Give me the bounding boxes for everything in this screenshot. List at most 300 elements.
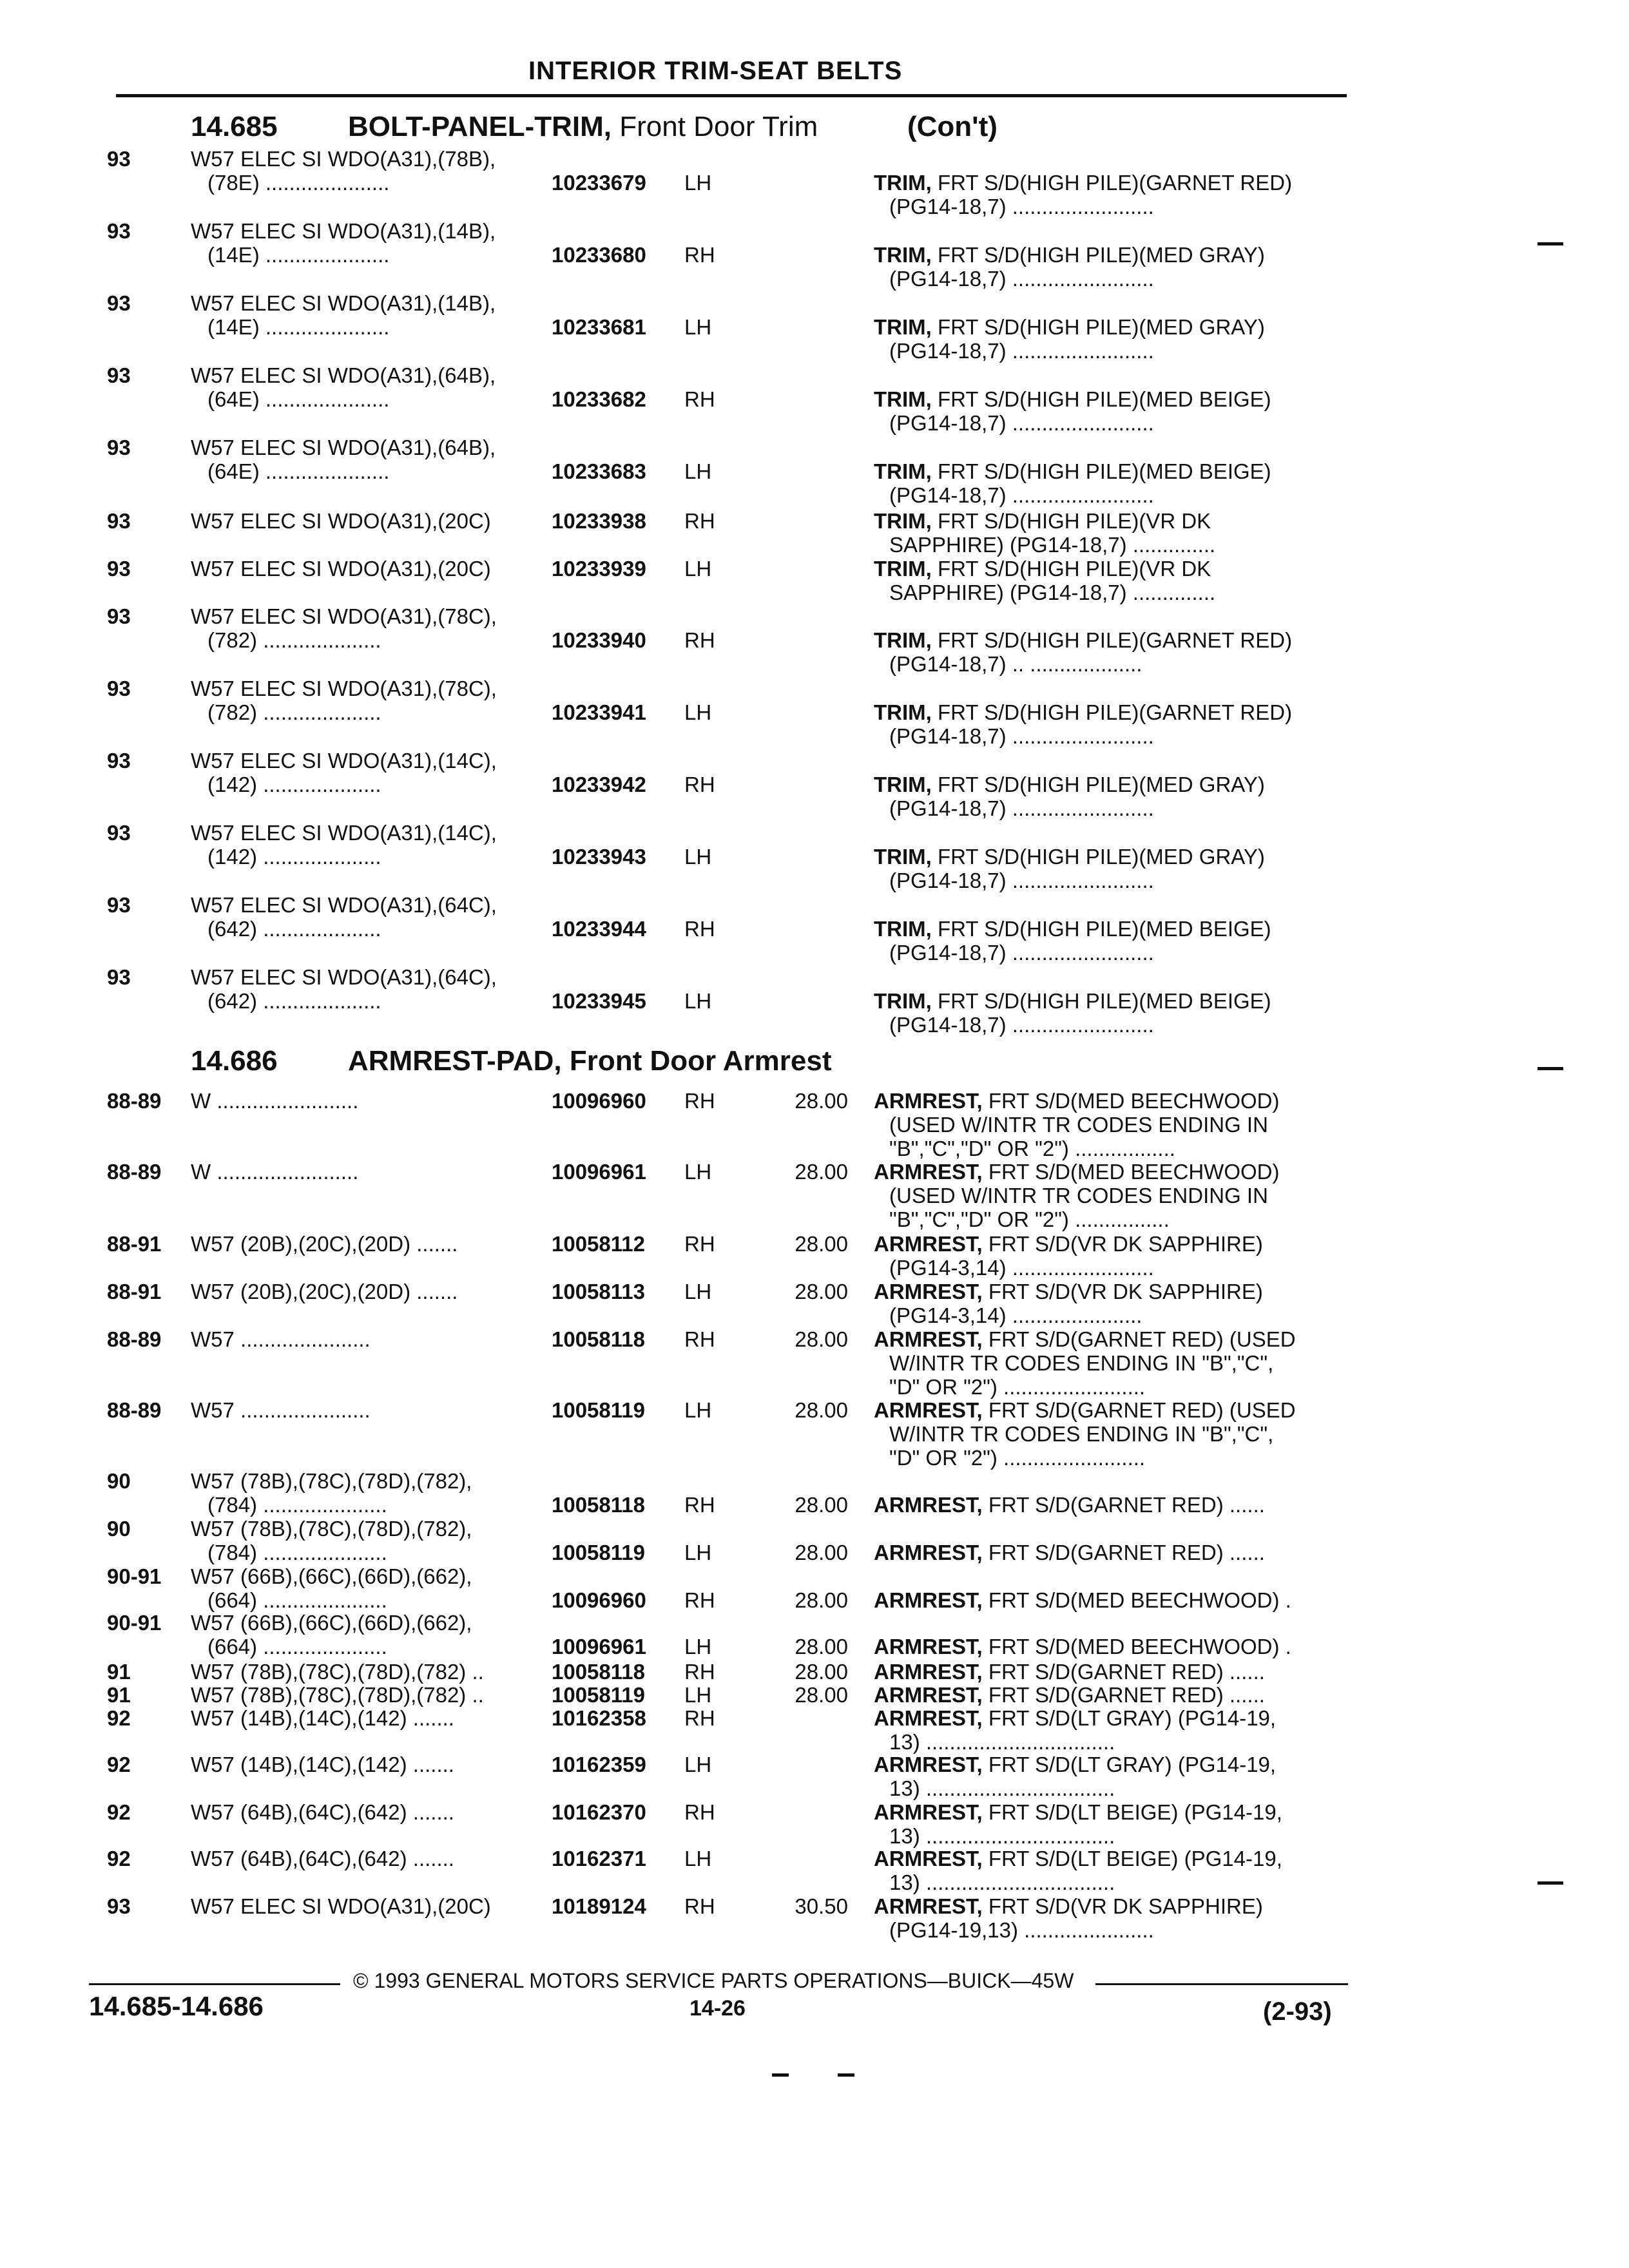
- model-years: 93: [107, 436, 131, 459]
- application-line: W57 ELEC SI WDO(A31),(78B),: [191, 147, 496, 171]
- application-description: [191, 749, 544, 796]
- part-description: [874, 243, 1351, 291]
- part-description-line: [874, 557, 1351, 581]
- part-name: ARMREST,: [874, 1706, 983, 1730]
- part-description: [874, 1894, 1351, 1942]
- part-detail: FRT S/D(HIGH PILE)(MED BEIGE): [931, 917, 1271, 941]
- part-detail: FRT S/D(LT BEIGE) (PG14-19,: [982, 1800, 1282, 1824]
- part-description: [874, 1706, 1351, 1754]
- application-line: W57 ELEC SI WDO(A31),(20C): [191, 1894, 491, 1918]
- part-name: TRIM,: [874, 459, 932, 483]
- part-description-line: [874, 1588, 1351, 1612]
- application-line: W57 ......................: [191, 1327, 371, 1351]
- part-name: ARMREST,: [874, 1160, 983, 1184]
- part-number: 10096960: [552, 1588, 646, 1612]
- application-description: [191, 1800, 544, 1824]
- part-description-line: [874, 845, 1351, 869]
- section-part-desc: Front Door Armrest: [569, 1045, 832, 1077]
- part-description-line: (PG14-18,7) ........................: [889, 1013, 1154, 1037]
- part-number: 10058118: [552, 1493, 646, 1517]
- part-description-line: [874, 1847, 1351, 1870]
- part-description-line: 13) ................................: [889, 1730, 1115, 1754]
- part-detail: FRT S/D(GARNET RED) ......: [982, 1683, 1265, 1707]
- side-indicator: RH: [684, 1493, 715, 1517]
- application-line: (78E) .....................: [207, 171, 390, 195]
- part-name: ARMREST,: [874, 1588, 983, 1612]
- application-description: [191, 291, 544, 339]
- application-description: [191, 821, 544, 869]
- part-name: ARMREST,: [874, 1660, 983, 1684]
- side-indicator: LH: [684, 1280, 712, 1303]
- application-description: [191, 219, 544, 267]
- part-number: 10233939: [552, 557, 646, 581]
- side-indicator: RH: [684, 1706, 715, 1730]
- application-description: [191, 1160, 544, 1184]
- part-number: 10162358: [552, 1706, 646, 1730]
- side-indicator: LH: [684, 1398, 712, 1422]
- list-price: 28.00: [795, 1160, 848, 1184]
- side-indicator: RH: [684, 1894, 715, 1918]
- side-indicator: RH: [684, 1232, 715, 1256]
- part-description-line: [874, 1493, 1351, 1517]
- section-number: 14.686: [191, 1045, 278, 1077]
- side-indicator: RH: [684, 1089, 715, 1113]
- part-description-line: [874, 171, 1351, 195]
- part-description-line: [874, 628, 1351, 652]
- application-line: W57 ELEC SI WDO(A31),(14B),: [191, 291, 496, 315]
- application-line: (782) ....................: [207, 700, 381, 724]
- part-detail: FRT S/D(LT BEIGE) (PG14-19,: [982, 1847, 1282, 1870]
- model-years: 88-89: [107, 1089, 162, 1113]
- application-line: W ........................: [191, 1160, 359, 1184]
- application-line: W57 (78B),(78C),(78D),(782) ..: [191, 1683, 484, 1707]
- application-line: (784) .....................: [207, 1541, 387, 1564]
- part-description-line: (USED W/INTR TR CODES ENDING IN: [889, 1184, 1268, 1207]
- application-line: (642) ....................: [207, 989, 381, 1013]
- application-line: W57 (66B),(66C),(66D),(662),: [191, 1611, 472, 1635]
- application-description: [191, 1327, 544, 1351]
- application-line: W57 ELEC SI WDO(A31),(78C),: [191, 677, 497, 700]
- part-name: ARMREST,: [874, 1635, 983, 1658]
- part-detail: FRT S/D(HIGH PILE)(MED GRAY): [931, 845, 1265, 869]
- part-description-line: [874, 1683, 1351, 1707]
- part-description: [874, 700, 1351, 748]
- model-years: 93: [107, 965, 131, 989]
- part-description: [874, 509, 1351, 557]
- part-number: 10189124: [552, 1894, 646, 1918]
- application-description: [191, 1753, 544, 1776]
- application-description: [191, 677, 544, 724]
- scan-mark: [1537, 1881, 1563, 1885]
- side-indicator: RH: [684, 773, 715, 796]
- application-description: [191, 1398, 544, 1422]
- part-description-line: [874, 1280, 1351, 1303]
- application-line: (664) .....................: [207, 1588, 387, 1612]
- application-line: W57 (78B),(78C),(78D),(782),: [191, 1469, 472, 1493]
- side-indicator: RH: [684, 628, 715, 652]
- application-line: (782) ....................: [207, 628, 381, 652]
- part-description-line: [874, 459, 1351, 483]
- application-line: (642) ....................: [207, 917, 381, 941]
- list-price: 28.00: [795, 1280, 848, 1303]
- part-description-line: (PG14-18,7) ........................: [889, 941, 1154, 965]
- model-years: 93: [107, 291, 131, 315]
- part-description-line: 13) ................................: [889, 1870, 1115, 1894]
- part-description-line: (PG14-18,7) ........................: [889, 195, 1154, 218]
- part-description-line: [874, 387, 1351, 411]
- part-description: [874, 1588, 1351, 1612]
- part-number: 10233941: [552, 700, 646, 724]
- part-description-line: [874, 1800, 1351, 1824]
- part-description-line: (PG14-3,14) ......................: [889, 1303, 1142, 1327]
- part-description-line: SAPPHIRE) (PG14-18,7) ..............: [889, 533, 1216, 557]
- continued-label: (Con't): [907, 111, 998, 142]
- model-years: 92: [107, 1706, 131, 1730]
- side-indicator: RH: [684, 1660, 715, 1684]
- side-indicator: LH: [684, 989, 712, 1013]
- application-line: W57 (78B),(78C),(78D),(782),: [191, 1517, 472, 1541]
- part-description-line: 13) ................................: [889, 1776, 1115, 1800]
- footer-rule-right: [1095, 1983, 1348, 1985]
- application-line: W ........................: [191, 1089, 359, 1113]
- part-detail: FRT S/D(HIGH PILE)(MED BEIGE): [931, 387, 1271, 411]
- application-line: (14E) .....................: [207, 315, 390, 339]
- part-description-line: 13) ................................: [889, 1824, 1115, 1848]
- part-detail: FRT S/D(GARNET RED) (USED: [982, 1327, 1296, 1351]
- application-line: (14E) .....................: [207, 243, 390, 267]
- part-description-line: [874, 509, 1351, 533]
- scan-mark: [838, 2073, 854, 2077]
- list-price: 28.00: [795, 1089, 848, 1113]
- part-description-line: [874, 1706, 1351, 1730]
- part-description-line: [874, 1089, 1351, 1113]
- application-description: [191, 1706, 544, 1730]
- model-years: 93: [107, 604, 131, 628]
- model-years: 90: [107, 1469, 131, 1493]
- model-years: 93: [107, 219, 131, 243]
- part-detail: FRT S/D(HIGH PILE)(GARNET RED): [931, 628, 1293, 652]
- part-description-line: [874, 315, 1351, 339]
- part-detail: FRT S/D(LT GRAY) (PG14-19,: [982, 1706, 1277, 1730]
- side-indicator: LH: [684, 1541, 712, 1564]
- application-line: W57 (14B),(14C),(142) .......: [191, 1753, 454, 1776]
- part-description: [874, 773, 1351, 820]
- application-line: W57 ELEC SI WDO(A31),(14B),: [191, 219, 496, 243]
- part-number: 10058113: [552, 1280, 646, 1303]
- part-description: [874, 1800, 1351, 1848]
- part-number: 10233679: [552, 171, 646, 195]
- part-detail: FRT S/D(HIGH PILE)(GARNET RED): [931, 700, 1293, 724]
- application-description: [191, 436, 544, 483]
- side-indicator: RH: [684, 509, 715, 533]
- part-description: [874, 387, 1351, 435]
- application-description: [191, 1517, 544, 1564]
- section-part-name: ARMREST-PAD,: [348, 1045, 562, 1077]
- part-description: [874, 1660, 1351, 1684]
- list-price: 28.00: [795, 1635, 848, 1658]
- copyright-notice: © 1993 GENERAL MOTORS SERVICE PARTS OPERATIONS—BUICK—45W: [353, 1969, 1074, 1992]
- model-years: 93: [107, 557, 131, 581]
- application-description: [191, 1280, 544, 1303]
- part-number: 10058118: [552, 1327, 646, 1351]
- part-description: [874, 1160, 1351, 1231]
- part-number: 10058112: [552, 1232, 646, 1256]
- part-number: 10233682: [552, 387, 646, 411]
- part-detail: FRT S/D(HIGH PILE)(MED GRAY): [931, 243, 1265, 267]
- model-years: 92: [107, 1753, 131, 1776]
- part-detail: FRT S/D(MED BEECHWOOD) .: [982, 1635, 1291, 1658]
- application-line: W57 ELEC SI WDO(A31),(14C),: [191, 821, 497, 845]
- part-description: [874, 1089, 1351, 1160]
- model-years: 91: [107, 1683, 131, 1707]
- list-price: 28.00: [795, 1327, 848, 1351]
- part-description: [874, 557, 1351, 604]
- list-price: 28.00: [795, 1683, 848, 1707]
- part-name: ARMREST,: [874, 1493, 983, 1517]
- application-line: (142) ....................: [207, 845, 381, 869]
- application-line: W57 ELEC SI WDO(A31),(78C),: [191, 604, 497, 628]
- part-detail: FRT S/D(GARNET RED) ......: [982, 1660, 1265, 1684]
- application-line: W57 (64B),(64C),(642) .......: [191, 1800, 454, 1824]
- scan-mark: [772, 2073, 789, 2077]
- side-indicator: RH: [684, 1588, 715, 1612]
- model-years: 93: [107, 821, 131, 845]
- part-detail: FRT S/D(HIGH PILE)(VR DK: [931, 557, 1211, 581]
- part-number: 10162359: [552, 1753, 646, 1776]
- part-detail: FRT S/D(LT GRAY) (PG14-19,: [982, 1753, 1277, 1776]
- part-description: [874, 1541, 1351, 1564]
- side-indicator: LH: [684, 1847, 712, 1870]
- part-number: 10058119: [552, 1683, 646, 1707]
- part-detail: FRT S/D(GARNET RED) (USED: [982, 1398, 1296, 1422]
- application-description: [191, 147, 544, 195]
- part-description: [874, 1280, 1351, 1327]
- part-name: TRIM,: [874, 845, 932, 869]
- part-description-line: (PG14-18,7) ........................: [889, 796, 1154, 820]
- application-description: [191, 1894, 544, 1918]
- application-description: [191, 1660, 544, 1684]
- part-description: [874, 1327, 1351, 1399]
- list-price: 28.00: [795, 1541, 848, 1564]
- part-description: [874, 1398, 1351, 1470]
- model-years: 88-91: [107, 1232, 162, 1256]
- part-name: TRIM,: [874, 917, 932, 941]
- part-detail: FRT S/D(GARNET RED) ......: [982, 1493, 1265, 1517]
- list-price: 28.00: [795, 1588, 848, 1612]
- model-years: 93: [107, 893, 131, 917]
- part-name: TRIM,: [874, 315, 932, 339]
- application-description: [191, 893, 544, 941]
- part-description-line: [874, 1327, 1351, 1351]
- model-years: 88-89: [107, 1327, 162, 1351]
- part-detail: FRT S/D(HIGH PILE)(GARNET RED): [931, 171, 1293, 195]
- part-description-line: [874, 1232, 1351, 1256]
- part-name: ARMREST,: [874, 1541, 983, 1564]
- part-description-line: [874, 1635, 1351, 1658]
- side-indicator: LH: [684, 459, 712, 483]
- model-years: 88-91: [107, 1280, 162, 1303]
- model-years: 93: [107, 509, 131, 533]
- list-price: 28.00: [795, 1660, 848, 1684]
- part-description-line: (PG14-18,7) .. ...................: [889, 652, 1142, 676]
- section-part-name: BOLT-PANEL-TRIM,: [348, 111, 612, 142]
- part-description: [874, 171, 1351, 218]
- part-description-line: [874, 243, 1351, 267]
- part-description-line: (PG14-18,7) ........................: [889, 411, 1154, 435]
- side-indicator: RH: [684, 917, 715, 941]
- application-description: [191, 1683, 544, 1707]
- part-description-line: [874, 700, 1351, 724]
- application-line: (784) .....................: [207, 1493, 387, 1517]
- application-line: W57 ELEC SI WDO(A31),(64B),: [191, 436, 496, 459]
- section-number: 14.685: [191, 111, 278, 142]
- section-part-desc: Front Door Trim: [619, 111, 818, 142]
- part-number: 10096961: [552, 1160, 646, 1184]
- model-years: 93: [107, 363, 131, 387]
- section-range: 14.685-14.686: [89, 1991, 264, 2021]
- side-indicator: LH: [684, 1683, 712, 1707]
- part-number: 10233938: [552, 509, 646, 533]
- part-number: 10096960: [552, 1089, 646, 1113]
- part-detail: FRT S/D(HIGH PILE)(MED BEIGE): [931, 989, 1271, 1013]
- application-line: W57 ......................: [191, 1398, 371, 1422]
- part-number: 10233942: [552, 773, 646, 796]
- model-years: 91: [107, 1660, 131, 1684]
- model-years: 90-91: [107, 1564, 162, 1588]
- part-description-line: W/INTR TR CODES ENDING IN "B","C",: [889, 1422, 1274, 1446]
- part-name: TRIM,: [874, 700, 932, 724]
- model-years: 88-89: [107, 1398, 162, 1422]
- part-number: 10233940: [552, 628, 646, 652]
- part-detail: FRT S/D(HIGH PILE)(MED BEIGE): [931, 459, 1271, 483]
- part-description-line: [874, 1398, 1351, 1422]
- scan-mark: [1537, 1067, 1563, 1070]
- part-description: [874, 1847, 1351, 1894]
- list-price: 28.00: [795, 1232, 848, 1256]
- application-line: W57 (14B),(14C),(142) .......: [191, 1706, 454, 1730]
- application-line: W57 ELEC SI WDO(A31),(64C),: [191, 965, 497, 989]
- part-description: [874, 845, 1351, 892]
- part-detail: FRT S/D(GARNET RED) ......: [982, 1541, 1265, 1564]
- application-line: (664) .....................: [207, 1635, 387, 1658]
- part-detail: FRT S/D(VR DK SAPPHIRE): [982, 1894, 1263, 1918]
- application-line: W57 (64B),(64C),(642) .......: [191, 1847, 454, 1870]
- part-name: TRIM,: [874, 243, 932, 267]
- application-description: [191, 1232, 544, 1256]
- part-detail: FRT S/D(MED BEECHWOOD): [982, 1160, 1280, 1184]
- application-line: W57 (78B),(78C),(78D),(782) ..: [191, 1660, 484, 1684]
- part-description: [874, 1683, 1351, 1707]
- page-title: INTERIOR TRIM-SEAT BELTS: [528, 57, 903, 85]
- part-description: [874, 917, 1351, 965]
- part-description: [874, 1493, 1351, 1517]
- part-number: 10058118: [552, 1660, 646, 1684]
- application-description: [191, 557, 544, 581]
- part-description-line: (PG14-3,14) ........................: [889, 1256, 1154, 1280]
- model-years: 88-89: [107, 1160, 162, 1184]
- part-description-line: SAPPHIRE) (PG14-18,7) ..............: [889, 581, 1216, 604]
- application-description: [191, 363, 544, 411]
- application-line: (142) ....................: [207, 773, 381, 796]
- part-description-line: [874, 773, 1351, 796]
- part-description-line: (PG14-18,7) ........................: [889, 724, 1154, 748]
- application-description: [191, 1611, 544, 1658]
- part-detail: FRT S/D(VR DK SAPPHIRE): [982, 1232, 1263, 1256]
- application-description: [191, 1469, 544, 1517]
- part-number: 10058119: [552, 1398, 646, 1422]
- part-name: ARMREST,: [874, 1683, 983, 1707]
- part-description-line: (USED W/INTR TR CODES ENDING IN: [889, 1113, 1268, 1137]
- part-number: 10058119: [552, 1541, 646, 1564]
- side-indicator: RH: [684, 243, 715, 267]
- part-description-line: "B","C","D" OR "2") ................: [889, 1207, 1170, 1231]
- model-years: 93: [107, 1894, 131, 1918]
- part-description-line: (PG14-18,7) ........................: [889, 267, 1154, 291]
- list-price: 30.50: [795, 1894, 848, 1918]
- part-detail: FRT S/D(VR DK SAPPHIRE): [982, 1280, 1263, 1303]
- application-line: W57 (66B),(66C),(66D),(662),: [191, 1564, 472, 1588]
- model-years: 93: [107, 749, 131, 773]
- part-name: ARMREST,: [874, 1398, 983, 1422]
- application-line: W57 ELEC SI WDO(A31),(20C): [191, 509, 491, 533]
- application-line: W57 ELEC SI WDO(A31),(64B),: [191, 363, 496, 387]
- side-indicator: LH: [684, 845, 712, 869]
- part-description: [874, 628, 1351, 676]
- part-name: ARMREST,: [874, 1089, 983, 1113]
- application-description: [191, 965, 544, 1013]
- application-description: [191, 1564, 544, 1612]
- part-description: [874, 1232, 1351, 1280]
- part-detail: FRT S/D(HIGH PILE)(MED GRAY): [931, 773, 1265, 796]
- application-description: [191, 1847, 544, 1870]
- part-number: 10096961: [552, 1635, 646, 1658]
- part-detail: FRT S/D(HIGH PILE)(VR DK: [931, 509, 1211, 533]
- model-years: 90-91: [107, 1611, 162, 1635]
- model-years: 92: [107, 1800, 131, 1824]
- part-name: TRIM,: [874, 628, 932, 652]
- part-description-line: (PG14-18,7) ........................: [889, 869, 1154, 892]
- part-number: 10233945: [552, 989, 646, 1013]
- part-description-line: (PG14-18,7) ........................: [889, 339, 1154, 363]
- part-description-line: [874, 1894, 1351, 1918]
- model-years: 92: [107, 1847, 131, 1870]
- part-description: [874, 989, 1351, 1037]
- side-indicator: LH: [684, 1753, 712, 1776]
- application-line: W57 ELEC SI WDO(A31),(20C): [191, 557, 491, 581]
- part-number: 10233680: [552, 243, 646, 267]
- part-name: ARMREST,: [874, 1800, 983, 1824]
- part-description-line: "B","C","D" OR "2") .................: [889, 1137, 1175, 1160]
- part-description-line: [874, 1160, 1351, 1184]
- part-name: ARMREST,: [874, 1280, 983, 1303]
- part-description-line: (PG14-18,7) ........................: [889, 483, 1154, 507]
- part-name: ARMREST,: [874, 1232, 983, 1256]
- model-years: 93: [107, 147, 131, 171]
- part-name: TRIM,: [874, 557, 932, 581]
- scan-mark: [1537, 242, 1563, 245]
- part-number: 10233681: [552, 315, 646, 339]
- part-name: TRIM,: [874, 171, 932, 195]
- side-indicator: RH: [684, 1327, 715, 1351]
- part-number: 10233944: [552, 917, 646, 941]
- model-years: 90: [107, 1517, 131, 1541]
- application-line: (64E) .....................: [207, 387, 390, 411]
- part-description-line: [874, 1660, 1351, 1684]
- application-description: [191, 509, 544, 533]
- side-indicator: RH: [684, 387, 715, 411]
- list-price: 28.00: [795, 1493, 848, 1517]
- part-name: ARMREST,: [874, 1327, 983, 1351]
